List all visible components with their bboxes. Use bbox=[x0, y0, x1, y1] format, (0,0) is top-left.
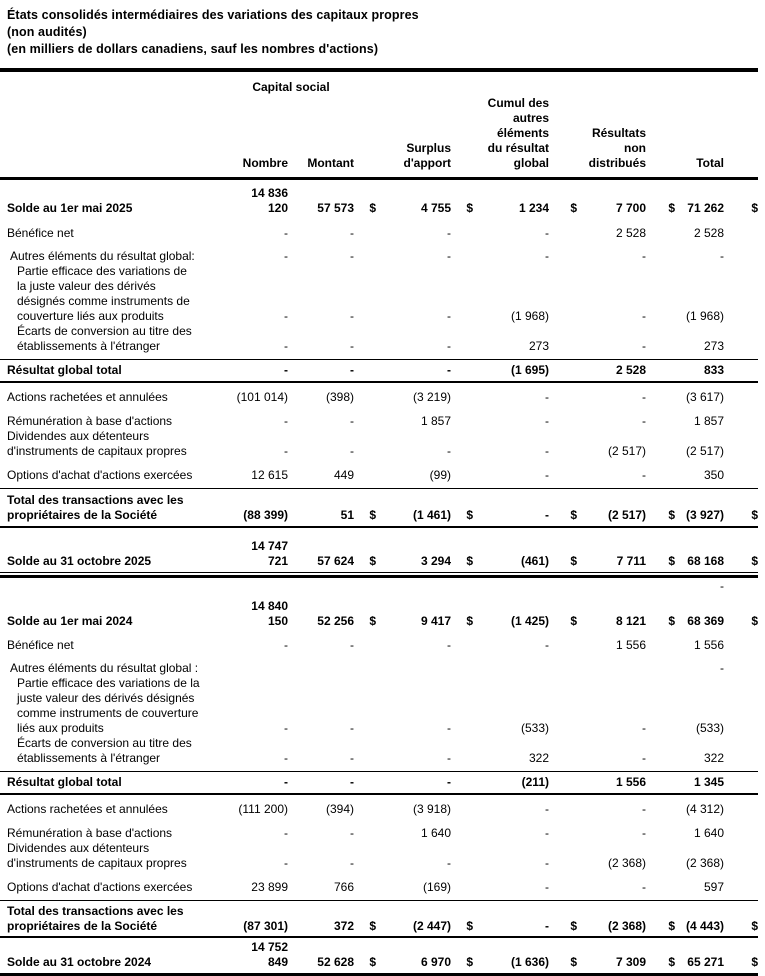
cell-resultats: - bbox=[642, 249, 646, 263]
cell-total: 1 857 bbox=[693, 414, 724, 428]
row-label bbox=[0, 429, 228, 459]
row-label-line: Partie efficace des variations de bbox=[17, 264, 187, 278]
cell-surplus: (1 461) bbox=[412, 508, 451, 522]
row-label-line: liés aux produits bbox=[17, 721, 104, 735]
cell-cumul: (1 425) bbox=[510, 614, 549, 628]
cell-nombre: 14 752 849 bbox=[251, 940, 288, 969]
table-row bbox=[0, 324, 758, 359]
cell-resultats: - bbox=[642, 880, 646, 894]
row-label bbox=[0, 736, 228, 766]
row-label-line: Solde au 1er mai 2025 bbox=[7, 201, 133, 215]
cell-nombre: 12 615 bbox=[251, 468, 288, 482]
cell-resultats: - bbox=[642, 414, 646, 428]
cell-nombre: - bbox=[284, 414, 288, 428]
cell-total: 833 bbox=[703, 363, 724, 377]
row-label bbox=[0, 826, 228, 841]
cell-montant: - bbox=[350, 309, 354, 323]
cell-cumul: - bbox=[545, 414, 549, 428]
row-label-line: Solde au 31 octobre 2024 bbox=[7, 955, 152, 969]
cell-cumul: - bbox=[545, 826, 549, 840]
cell-dollar: $ bbox=[668, 919, 675, 933]
column-header-cumul bbox=[473, 96, 549, 171]
cell-dollar: $ bbox=[466, 919, 473, 933]
cell-surplus: 4 755 bbox=[420, 201, 451, 215]
row-label-line: Rémunération à base d'actions bbox=[7, 826, 173, 840]
row-label bbox=[0, 554, 228, 569]
cell-dollar: $ bbox=[668, 554, 675, 568]
cell-montant: 52 256 bbox=[317, 614, 354, 628]
cell-dollar: $ bbox=[751, 554, 758, 568]
table-row bbox=[0, 676, 758, 736]
cell-nombre: - bbox=[284, 775, 288, 789]
cell-surplus: - bbox=[447, 363, 451, 377]
row-label-line: propriétaires de la Société bbox=[7, 508, 158, 522]
cell-dollar: $ bbox=[369, 554, 376, 568]
row-label bbox=[0, 614, 228, 629]
cell-resultats: 7 309 bbox=[615, 955, 646, 969]
cell-montant: 52 628 bbox=[317, 955, 354, 969]
cell-cumul: - bbox=[545, 390, 549, 404]
cell-total: (3 927) bbox=[685, 508, 724, 522]
cell-dollar: $ bbox=[369, 201, 376, 215]
row-label-line: juste valeur des dérivés désignés bbox=[17, 691, 195, 705]
row-label-line: Options d'achat d'actions exercées bbox=[7, 880, 193, 894]
cell-surplus: (3 219) bbox=[412, 390, 451, 404]
cell-dollar: $ bbox=[466, 614, 473, 628]
column-header-line: non bbox=[624, 141, 646, 155]
cell-total: (2 517) bbox=[685, 444, 724, 458]
column-header-montant bbox=[288, 156, 354, 171]
row-label bbox=[0, 390, 228, 405]
cell-resultats: - bbox=[642, 339, 646, 353]
cell-resultats: 2 528 bbox=[615, 226, 646, 240]
cell-total: - bbox=[720, 579, 724, 593]
column-header-line: du résultat bbox=[487, 141, 549, 155]
row-label-line: Résultat global total bbox=[7, 775, 122, 789]
cell-nombre: 23 899 bbox=[251, 880, 288, 894]
statement-subtitle-units: (en milliers de dollars canadiens, sauf les nombres d'actions) bbox=[7, 42, 379, 56]
row-label-line: d'instruments de capitaux propres bbox=[7, 444, 187, 458]
cell-dollar: $ bbox=[466, 955, 473, 969]
row-label-line: Bénéfice net bbox=[7, 638, 74, 652]
row-label bbox=[0, 226, 228, 241]
cell-total: 2 528 bbox=[693, 226, 724, 240]
cell-dollar: $ bbox=[570, 955, 577, 969]
cell-dollar: $ bbox=[466, 508, 473, 522]
cell-dollar: $ bbox=[668, 614, 675, 628]
cell-surplus: (99) bbox=[429, 468, 451, 482]
cell-dollar: $ bbox=[751, 614, 758, 628]
table-row bbox=[0, 360, 758, 381]
cell-nombre: - bbox=[284, 638, 288, 652]
row-label-line: Actions rachetées et annulées bbox=[7, 390, 168, 404]
cell-surplus: - bbox=[447, 856, 451, 870]
cell-nombre: 14 840 150 bbox=[251, 599, 288, 628]
cell-cumul: 1 234 bbox=[518, 201, 549, 215]
cell-surplus: - bbox=[447, 226, 451, 240]
cell-surplus: 1 640 bbox=[420, 826, 451, 840]
cell-nombre: - bbox=[284, 339, 288, 353]
cell-dollar: $ bbox=[570, 508, 577, 522]
cell-resultats: 1 556 bbox=[615, 775, 646, 789]
cell-dollar: $ bbox=[369, 508, 376, 522]
statement-title: États consolidés intermédiaires des variations des capitaux propres bbox=[7, 8, 419, 22]
cell-nombre: - bbox=[284, 721, 288, 735]
column-header-line: distribués bbox=[588, 156, 646, 170]
cell-total: 68 168 bbox=[687, 554, 724, 568]
table-row bbox=[0, 244, 758, 264]
table-row bbox=[0, 795, 758, 820]
row-label bbox=[0, 264, 228, 324]
cell-cumul: - bbox=[545, 249, 549, 263]
cell-resultats: - bbox=[642, 751, 646, 765]
cell-cumul: - bbox=[545, 226, 549, 240]
cell-dollar: $ bbox=[466, 554, 473, 568]
cell-surplus: - bbox=[447, 775, 451, 789]
cell-resultats: 7 700 bbox=[615, 201, 646, 215]
row-label bbox=[0, 363, 228, 378]
table-row bbox=[0, 772, 758, 793]
cell-dollar: $ bbox=[751, 508, 758, 522]
cell-nombre: - bbox=[284, 226, 288, 240]
column-header-line: d'apport bbox=[403, 156, 451, 170]
table-row bbox=[0, 463, 758, 488]
column-header-line: éléments bbox=[496, 126, 549, 140]
group-header-row bbox=[0, 72, 758, 94]
row-label-line: Options d'achat d'actions exercées bbox=[7, 468, 193, 482]
table-body bbox=[0, 180, 758, 976]
cell-montant: - bbox=[350, 826, 354, 840]
row-label bbox=[0, 638, 228, 653]
cell-surplus: 9 417 bbox=[420, 614, 451, 628]
cell-dollar: $ bbox=[751, 919, 758, 933]
row-label-line: Partie efficace des variations de la bbox=[17, 676, 200, 690]
cell-total: - bbox=[720, 661, 724, 675]
row-label-line: Dividendes aux détenteurs bbox=[7, 841, 150, 855]
row-label-line: Total des transactions avec les bbox=[7, 493, 184, 507]
cell-nombre: - bbox=[284, 309, 288, 323]
cell-surplus: - bbox=[447, 751, 451, 765]
cell-montant: 51 bbox=[340, 508, 354, 522]
column-header-surplus bbox=[376, 141, 451, 171]
cell-nombre: - bbox=[284, 363, 288, 377]
cell-dollar: $ bbox=[466, 201, 473, 215]
cell-cumul: (533) bbox=[520, 721, 549, 735]
column-header-line: autres bbox=[512, 111, 549, 125]
row-label bbox=[0, 249, 228, 264]
table-row bbox=[0, 594, 758, 632]
cell-total: 68 369 bbox=[687, 614, 724, 628]
cell-cumul: - bbox=[545, 919, 549, 933]
row-label-line: Autres éléments du résultat global: bbox=[10, 249, 195, 263]
table-row bbox=[0, 901, 758, 936]
table-row bbox=[0, 180, 758, 220]
cell-nombre: 14 747 721 bbox=[251, 539, 288, 568]
table-row bbox=[0, 429, 758, 463]
cell-surplus: - bbox=[447, 249, 451, 263]
row-label bbox=[0, 904, 228, 934]
row-label-line: Total des transactions avec les bbox=[7, 904, 184, 918]
cell-total: (4 443) bbox=[685, 919, 724, 933]
column-headers bbox=[0, 94, 758, 177]
column-header-line: Nombre bbox=[242, 156, 288, 170]
cell-montant: - bbox=[350, 363, 354, 377]
cell-resultats: 2 528 bbox=[615, 363, 646, 377]
cell-cumul: - bbox=[545, 638, 549, 652]
cell-cumul: (1 636) bbox=[510, 955, 549, 969]
group-header-capital-social: Capital social bbox=[252, 80, 330, 94]
cell-dollar: $ bbox=[570, 554, 577, 568]
cell-resultats: 7 711 bbox=[616, 554, 646, 568]
column-header-line: Cumul des bbox=[487, 96, 549, 110]
row-label bbox=[0, 802, 228, 817]
row-label-line: Solde au 31 octobre 2025 bbox=[7, 554, 152, 568]
cell-montant: (398) bbox=[325, 390, 354, 404]
row-label-line: Actions rachetées et annulées bbox=[7, 802, 168, 816]
cell-cumul: - bbox=[545, 468, 549, 482]
row-label-line: Dividendes aux détenteurs bbox=[7, 429, 150, 443]
cell-surplus: - bbox=[447, 339, 451, 353]
table-row bbox=[0, 220, 758, 244]
row-label bbox=[0, 201, 228, 216]
table-row bbox=[0, 841, 758, 875]
cell-surplus: (3 918) bbox=[412, 802, 451, 816]
cell-nombre: (111 200) bbox=[238, 802, 288, 816]
cell-resultats: (2 368) bbox=[607, 919, 646, 933]
cell-nombre: - bbox=[284, 826, 288, 840]
table-row bbox=[0, 528, 758, 572]
row-label-line: établissements à l'étranger bbox=[17, 751, 161, 765]
statement-title-block bbox=[0, 5, 758, 68]
cell-total: (533) bbox=[695, 721, 724, 735]
cell-nombre: (101 014) bbox=[236, 390, 288, 404]
cell-dollar: $ bbox=[369, 919, 376, 933]
column-header-nombre bbox=[228, 156, 288, 171]
column-header-line: global bbox=[513, 156, 549, 170]
cell-surplus: - bbox=[447, 638, 451, 652]
table-row bbox=[0, 736, 758, 771]
row-label bbox=[0, 493, 228, 523]
row-label-line: Rémunération à base d'actions bbox=[7, 414, 173, 428]
row-label-line: Écarts de conversion au titre des bbox=[17, 736, 192, 750]
cell-montant: - bbox=[350, 414, 354, 428]
cell-cumul: (1 968) bbox=[510, 309, 549, 323]
row-label-line: Solde au 1er mai 2024 bbox=[7, 614, 133, 628]
cell-resultats: - bbox=[642, 468, 646, 482]
cell-montant: - bbox=[350, 444, 354, 458]
row-label bbox=[0, 841, 228, 871]
cell-surplus: - bbox=[447, 721, 451, 735]
cell-total: 1 556 bbox=[693, 638, 724, 652]
row-label bbox=[0, 676, 228, 736]
cell-total: 1 640 bbox=[693, 826, 724, 840]
column-header-line: Surplus bbox=[406, 141, 451, 155]
table-row bbox=[0, 656, 758, 676]
cell-total: - bbox=[720, 249, 724, 263]
column-header-total bbox=[675, 156, 724, 171]
cell-resultats: - bbox=[642, 390, 646, 404]
cell-surplus: 1 857 bbox=[420, 414, 451, 428]
cell-total: (3 617) bbox=[685, 390, 724, 404]
cell-cumul: - bbox=[545, 802, 549, 816]
cell-montant: - bbox=[350, 339, 354, 353]
row-label-line: Autres éléments du résultat global : bbox=[10, 661, 199, 675]
cell-cumul: (1 695) bbox=[510, 363, 549, 377]
table-row bbox=[0, 264, 758, 324]
row-label bbox=[0, 955, 228, 970]
cell-dollar: $ bbox=[751, 955, 758, 969]
cell-montant: - bbox=[350, 751, 354, 765]
statement-subtitle-unaudited: (non audités) bbox=[7, 25, 87, 39]
cell-montant: 372 bbox=[333, 919, 354, 933]
cell-surplus: 6 970 bbox=[420, 955, 451, 969]
cell-montant: - bbox=[350, 775, 354, 789]
cell-total: 1 345 bbox=[693, 775, 724, 789]
cell-montant: 57 624 bbox=[317, 554, 354, 568]
cell-surplus: - bbox=[447, 309, 451, 323]
cell-resultats: (2 517) bbox=[607, 444, 646, 458]
cell-total: 71 262 bbox=[687, 201, 724, 215]
cell-montant: - bbox=[350, 638, 354, 652]
column-header-line: Résultats bbox=[591, 126, 646, 140]
cell-nombre: - bbox=[284, 444, 288, 458]
cell-total: 597 bbox=[703, 880, 724, 894]
row-label-line: Bénéfice net bbox=[7, 226, 74, 240]
column-header-line: Total bbox=[696, 156, 724, 170]
table-row bbox=[0, 489, 758, 526]
row-label-line: Résultat global total bbox=[7, 363, 122, 377]
cell-montant: - bbox=[350, 856, 354, 870]
cell-total: 273 bbox=[703, 339, 724, 353]
cell-cumul: 322 bbox=[528, 751, 549, 765]
cell-dollar: $ bbox=[570, 614, 577, 628]
table-row bbox=[0, 383, 758, 408]
row-label bbox=[0, 775, 228, 790]
cell-resultats: - bbox=[642, 802, 646, 816]
cell-cumul: - bbox=[545, 508, 549, 522]
cell-resultats: 8 121 bbox=[615, 614, 646, 628]
table-row bbox=[0, 820, 758, 841]
column-header-resultats bbox=[577, 126, 646, 171]
cell-dollar: $ bbox=[668, 508, 675, 522]
column-header-line: Montant bbox=[307, 156, 354, 170]
cell-montant: 57 573 bbox=[317, 201, 354, 215]
cell-surplus: 3 294 bbox=[420, 554, 451, 568]
row-label-line: comme instruments de couverture bbox=[17, 706, 199, 720]
cell-nombre: (87 301) bbox=[243, 919, 288, 933]
row-label-line: la juste valeur des dérivés bbox=[17, 279, 156, 293]
cell-resultats: - bbox=[642, 721, 646, 735]
row-label-line: établissements à l'étranger bbox=[17, 339, 161, 353]
cell-total: (2 368) bbox=[685, 856, 724, 870]
cell-dollar: $ bbox=[369, 955, 376, 969]
row-label-line: d'instruments de capitaux propres bbox=[7, 856, 187, 870]
cell-nombre: - bbox=[284, 751, 288, 765]
row-label-line: Écarts de conversion au titre des bbox=[17, 324, 192, 338]
table-row bbox=[0, 578, 758, 594]
cell-dollar: $ bbox=[668, 201, 675, 215]
cell-total: 350 bbox=[703, 468, 724, 482]
cell-resultats: - bbox=[642, 826, 646, 840]
cell-dollar: $ bbox=[751, 201, 758, 215]
row-label bbox=[0, 468, 228, 483]
table-row bbox=[0, 632, 758, 656]
cell-montant: - bbox=[350, 721, 354, 735]
cell-montant: - bbox=[350, 249, 354, 263]
cell-dollar: $ bbox=[570, 201, 577, 215]
cell-montant: - bbox=[350, 226, 354, 240]
row-label-line: désignés comme instruments de bbox=[17, 294, 190, 308]
cell-surplus: (2 447) bbox=[412, 919, 451, 933]
cell-resultats: (2 517) bbox=[607, 508, 646, 522]
row-label-line: propriétaires de la Société bbox=[7, 919, 158, 933]
cell-cumul: - bbox=[545, 444, 549, 458]
row-label bbox=[0, 324, 228, 354]
cell-montant: (394) bbox=[325, 802, 354, 816]
cell-cumul: - bbox=[545, 880, 549, 894]
row-label bbox=[0, 661, 228, 676]
cell-montant: 766 bbox=[333, 880, 354, 894]
cell-resultats: 1 556 bbox=[615, 638, 646, 652]
cell-cumul: (211) bbox=[521, 775, 549, 789]
table-row bbox=[0, 938, 758, 973]
cell-total: 322 bbox=[703, 751, 724, 765]
cell-dollar: $ bbox=[668, 955, 675, 969]
cell-surplus: - bbox=[447, 444, 451, 458]
row-label bbox=[0, 414, 228, 429]
cell-dollar: $ bbox=[369, 614, 376, 628]
cell-resultats: - bbox=[642, 309, 646, 323]
cell-nombre: - bbox=[284, 249, 288, 263]
row-label-line: couverture liés aux produits bbox=[17, 309, 164, 323]
cell-surplus: (169) bbox=[422, 880, 451, 894]
cell-cumul: - bbox=[545, 856, 549, 870]
cell-total: (1 968) bbox=[685, 309, 724, 323]
cell-montant: 449 bbox=[333, 468, 354, 482]
cell-dollar: $ bbox=[570, 919, 577, 933]
cell-nombre: 14 836 120 bbox=[251, 186, 288, 215]
cell-nombre: (88 399) bbox=[243, 508, 288, 522]
table-row bbox=[0, 408, 758, 429]
cell-cumul: (461) bbox=[520, 554, 549, 568]
cell-nombre: - bbox=[284, 856, 288, 870]
cell-total: (4 312) bbox=[685, 802, 724, 816]
cell-cumul: 273 bbox=[528, 339, 549, 353]
cell-resultats: (2 368) bbox=[607, 856, 646, 870]
cell-total: 65 271 bbox=[687, 955, 724, 969]
